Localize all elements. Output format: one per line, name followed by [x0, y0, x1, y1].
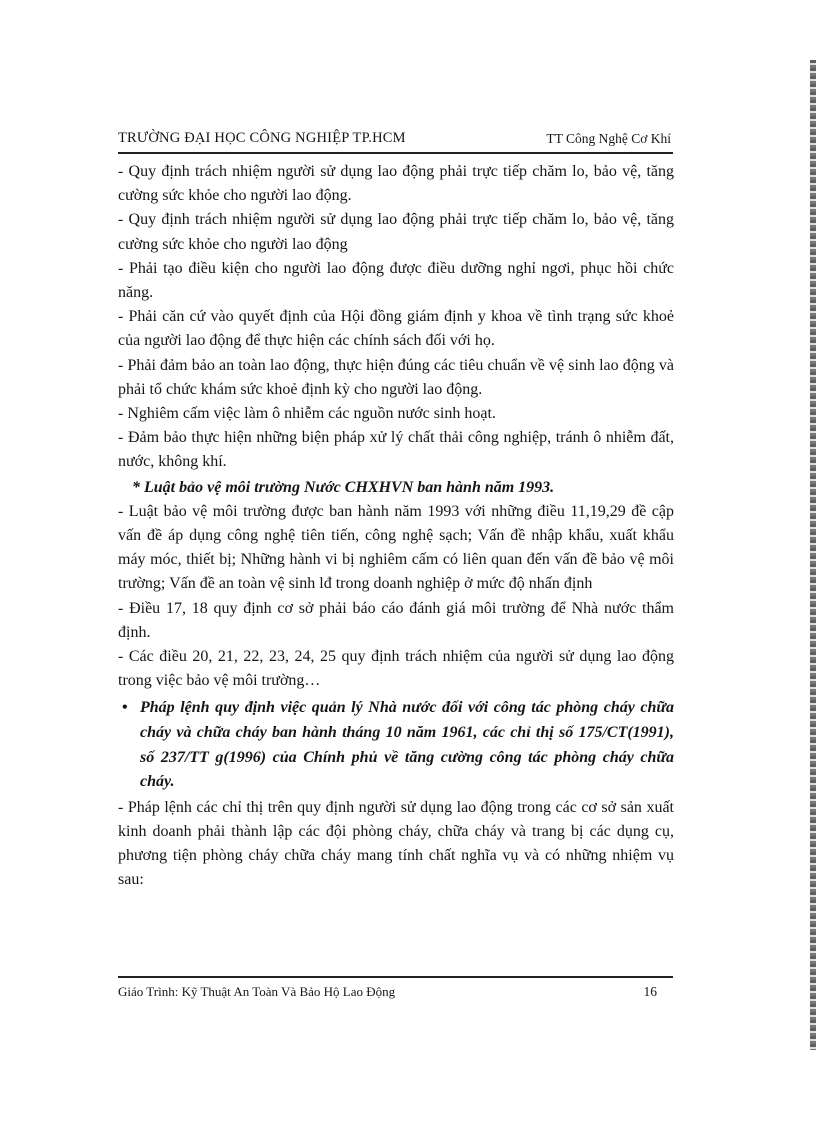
paragraph: - Điều 17, 18 quy định cơ sở phải báo cáo đánh giá môi trường để Nhà nước thẩm định. — [118, 599, 674, 641]
paragraph: - Pháp lệnh các chỉ thị trên quy định người sử dụng lao động trong các cơ sở sản xuất kinh doanh phải thành lập các đội phòng cháy, chữa cháy và trang bị các dụng cụ, phương tiện phòng cháy chữa cháy mang tính chất nghĩa vụ và có những nhiệm vụ sau: — [118, 798, 674, 889]
bullet-heading — [118, 696, 674, 794]
paragraph: - Phải căn cứ vào quyết định của Hội đồng giám định y khoa về tình trạng sức khoẻ của người lao động để thực hiện các chính sách đối với họ. — [118, 308, 674, 350]
paragraph: - Luật bảo vệ môi trường được ban hành năm 1993 với những điều 11,19,29 đề cập vấn đề áp dụng công nghệ tiên tiến, công nghệ sạch; Vấn đề nhập khẩu, xuất khẩu máy móc, thiết bị; Những hành vi bị nghiêm cấm có liên quan đến vấn đề bảo vệ môi trường; Vấn đề an toàn vệ sinh lđ trong doanh nghiệp ở mức độ nhấn định — [118, 502, 674, 593]
page-number: 16 — [643, 984, 657, 999]
paragraph: - Quy định trách nhiệm người sử dụng lao động phải trực tiếp chăm lo, bảo vệ, tăng cường sức khỏe cho người lao động. — [118, 163, 674, 205]
header-center-name: TT Công Nghệ Cơ Khí — [546, 131, 671, 146]
footer-book-title: Giáo Trình: Kỹ Thuật An Toàn Và Bảo Hộ Lao Động — [118, 984, 396, 999]
paragraph: - Nghiêm cấm việc làm ô nhiễm các nguồn nước sinh hoạt. — [118, 405, 496, 423]
bullet-heading-text: Pháp lệnh quy định việc quản lý Nhà nước đối với công tác phòng cháy chữa cháy và chữa cháy ban hành tháng 10 năm 1961, các chỉ thị số 175/CT(1991), số 237/TT g(1996) của Chính phủ về tăng cường công tác phòng cháy chữa cháy. — [140, 699, 674, 791]
page-body — [118, 160, 674, 893]
paragraph: - Các điều 20, 21, 22, 23, 24, 25 quy định trách nhiệm của người sử dụng lao động trong việc bảo vệ môi trường… — [118, 648, 674, 690]
bullet-marker: • — [122, 699, 128, 717]
paragraph: - Phải tạo điều kiện cho người lao động được điều dưỡng nghỉ ngơi, phục hồi chức năng. — [118, 259, 674, 302]
paragraph: - Quy định trách nhiệm người sử dụng lao động phải trực tiếp chăm lo, bảo vệ, tăng cường sức khỏe cho người lao động — [118, 211, 674, 253]
page-header — [118, 126, 673, 154]
scan-edge-artifact — [810, 60, 816, 1050]
page-footer — [118, 976, 673, 1004]
section-subheading: * Luật bảo vệ môi trường Nước CHXHVN ban hành năm 1993. — [132, 478, 555, 496]
header-school-name: TRƯỜNG ĐẠI HỌC CÔNG NGHIỆP TP.HCM — [118, 130, 406, 146]
paragraph: - Đảm bảo thực hiện những biện pháp xử lý chất thải công nghiệp, tránh ô nhiễm đất, nước, không khí. — [118, 429, 674, 471]
paragraph: - Phải đảm bảo an toàn lao động, thực hiện đúng các tiêu chuẩn về vệ sinh lao động và phải tổ chức khám sức khoẻ định kỳ cho người lao động. — [118, 356, 674, 398]
